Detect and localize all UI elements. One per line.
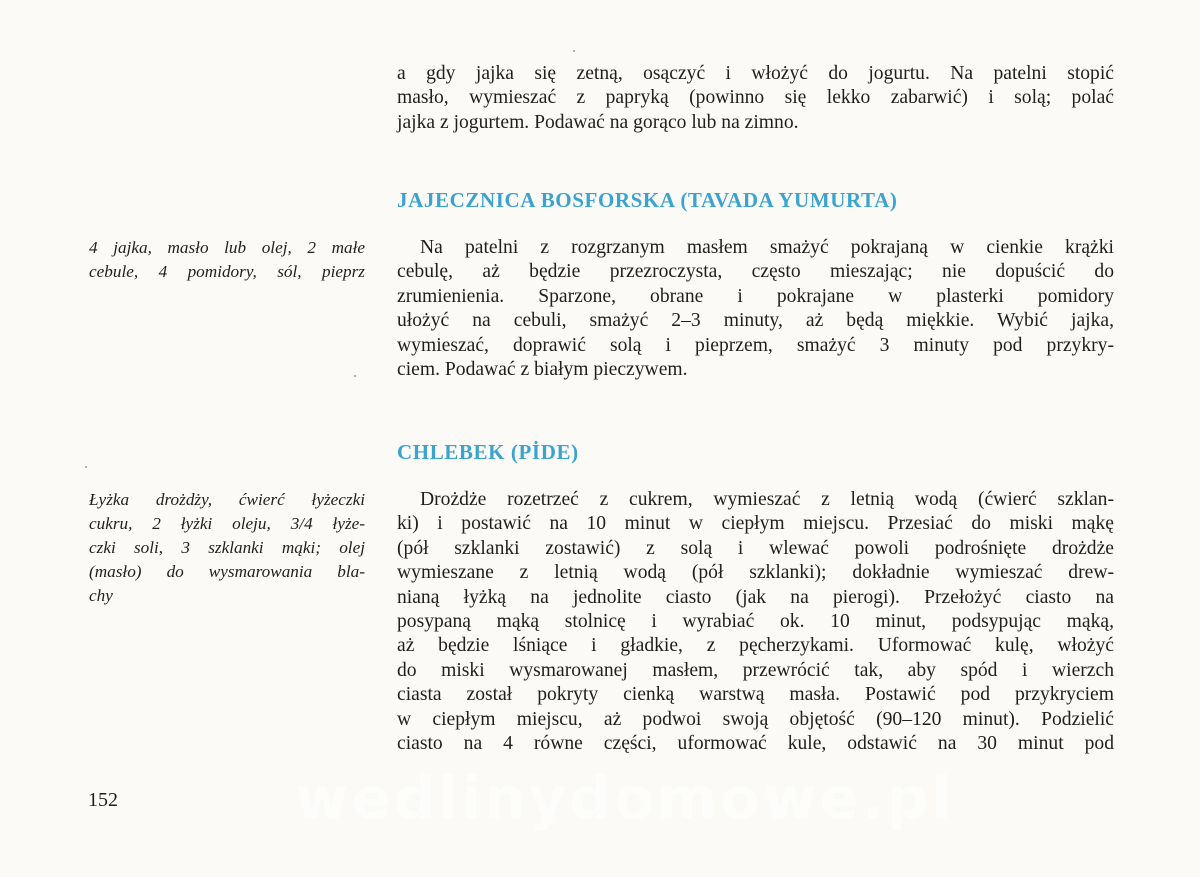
text-line: cebulę, aż będzie przezroczysta, często mieszając; nie dopuścić do (397, 261, 1114, 283)
text-line: Drożdże rozetrzeć z cukrem, wymieszać z letnią wodą (ćwierć szklan- (420, 489, 1114, 510)
text-line: aż będzie lśniące i gładkie, z pęcherzykami. Uformować kulę, włożyć (397, 635, 1114, 657)
text-line: jajka z jogurtem. Podawać na gorąco lub na zimno. (397, 111, 799, 133)
intro-paragraph (397, 62, 1114, 135)
recipe-body-chlebek (397, 488, 1114, 756)
watermark: wedlinydomowe.pl (295, 764, 955, 832)
recipe-body-jajecznica (397, 236, 1114, 382)
ingredient-line: cukru, 2 łyżki oleju, 3/4 łyże- (89, 514, 365, 533)
text-line: a gdy jajka się zetną, osączyć i włożyć do jogurtu. Na patelni stopić (397, 63, 1114, 84)
text-line: ciasta został pokryty cienką warstwą masła. Postawić pod przykryciem (397, 684, 1114, 706)
scan-speck (354, 375, 356, 377)
recipe-title-jajecznica: JAJECZNICA BOSFORSKA (TAVADA YUMURTA) (397, 188, 898, 212)
text-line: ciasto na 4 równe części, uformować kule, odstawić na 30 minut pod (397, 733, 1114, 755)
text-line: wymieszać, doprawić solą i pieprzem, smażyć 3 minuty pod przykry- (397, 334, 1114, 356)
ingredient-line: Łyżka drożdży, ćwierć łyżeczki (89, 490, 365, 509)
text-line: masło, wymieszać z papryką (powinno się lekko zabarwić) i solą; polać (397, 87, 1114, 109)
ingredients-jajecznica (89, 236, 365, 284)
text-line: w ciepłym miejscu, aż podwoi swoją objętość (90–120 minut). Podzielić (397, 708, 1114, 730)
page-number: 152 (88, 789, 118, 811)
ingredient-line: cebule, 4 pomidory, sól, pieprz (89, 262, 365, 281)
text-line: ki) i postawić na 10 minut w ciepłym miejscu. Przesiać do miski mąkę (397, 513, 1114, 535)
ingredient-line: 4 jajka, masło lub olej, 2 małe (89, 238, 365, 257)
text-line: wymieszane z letnią wodą (pół szklanki); dokładnie wymieszać drew- (397, 562, 1114, 584)
text-line: nianą łyżką na jednolite ciasto (jak na pierogi). Przełożyć ciasto na (397, 586, 1114, 608)
text-line: Na patelni z rozgrzanym masłem smażyć pokrajaną w cienkie krążki (420, 237, 1114, 258)
text-line: zrumienienia. Sparzone, obrane i pokrajane w plasterki pomidory (397, 285, 1114, 307)
text-line: do miski wysmarowanej masłem, przewrócić tak, aby spód i wierzch (397, 659, 1114, 681)
ingredient-line: czki soli, 3 szklanki mąki; olej (89, 538, 365, 557)
ingredient-line: chy (89, 586, 113, 605)
recipe-title-chlebek: CHLEBEK (PİDE) (397, 440, 579, 464)
ingredients-chlebek (89, 488, 365, 608)
text-line: (pół szklanki zostawić) z solą i wlewać powoli podrośnięte drożdże (397, 537, 1114, 559)
text-line: posypaną mąką stolnicę i wyrabiać ok. 10 minut, podsypując mąką, (397, 611, 1114, 633)
text-line: ułożyć na cebuli, smażyć 2–3 minuty, aż będą miękkie. Wybić jajka, (397, 310, 1114, 332)
text-line: ciem. Podawać z białym pieczywem. (397, 359, 688, 381)
scan-speck (85, 466, 87, 468)
ingredient-line: (masło) do wysmarowania bla- (89, 562, 365, 581)
scan-speck (573, 50, 575, 52)
